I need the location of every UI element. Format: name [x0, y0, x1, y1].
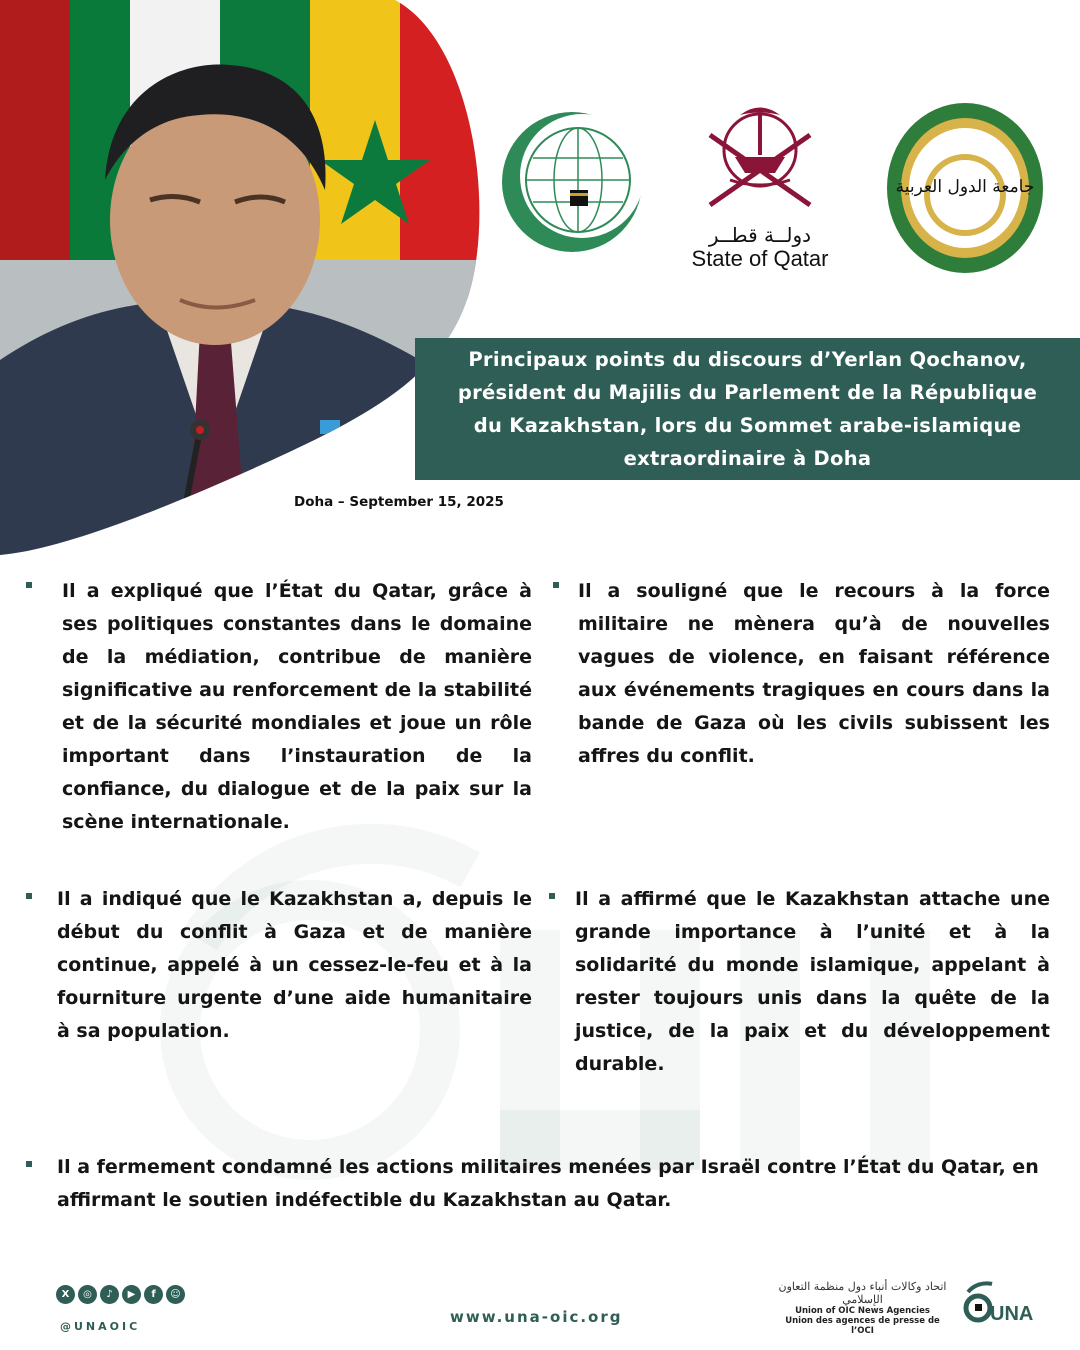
qatar-arabic-name: دولــة قطــر [708, 223, 812, 247]
partner-logos [495, 95, 1055, 275]
social-links [56, 1285, 185, 1304]
bullet-icon [26, 1161, 32, 1167]
qatar-emblem-logo [680, 95, 840, 275]
una-logo-text: UNA [990, 1303, 1034, 1325]
point-1: Il a expliqué que l’État du Qatar, grâce à ses politiques constantes dans le domaine de la médiation, contribue de manière significative au renforcement de la stabilité et de la sécurité mondiales et joue un rôle important dans l’instauration de la confiance, du dialogue et de la paix sur la scène internationale. [62, 580, 532, 833]
social-handle[interactable]: @UNAOIC [60, 1320, 141, 1333]
bullet-icon [26, 582, 32, 588]
snapchat-icon[interactable]: ☺ [166, 1285, 185, 1304]
dateline: Doha – September 15, 2025 [294, 494, 504, 510]
union-oic-news-agencies [775, 1280, 950, 1336]
arab-league-arabic: جامعة الدول العربية [895, 177, 1035, 197]
point-3: Il a indiqué que le Kazakhstan a, depuis le début du conflit à Gaza et de manière continue, appelé à un cessez-le-feu et à la fourniture urgente d’une aide humanitaire à sa population. [57, 888, 532, 1042]
bullet-icon [549, 893, 555, 899]
union-arabic-name: اتحاد وكالات أنباء دول منظمة التعاون الإسلامي [778, 1280, 947, 1306]
union-english-name: Union of OIC News Agencies [795, 1306, 930, 1316]
facebook-icon[interactable]: f [144, 1285, 163, 1304]
union-french-name: Union des agences de presse de l’OCI [785, 1316, 940, 1336]
point-5: Il a fermement condamné les actions militaires menées par Israël contre l’État du Qatar, en affirmant le soutien indéfectible du Kazakhstan au Qatar. [57, 1156, 1039, 1211]
una-logo-icon [962, 1278, 1042, 1326]
point-2: Il a souligné que le recours à la force militaire ne mènera qu’à de nouvelles vagues de violence, en faisant référence aux événements tragiques en cours dans la bande de Gaza où les civils subissent les affres du conflit. [578, 580, 1050, 767]
bullet-icon [553, 582, 559, 588]
oic-crescent-globe-logo [500, 110, 645, 255]
instagram-icon[interactable]: ◎ [78, 1285, 97, 1304]
arab-league-emblem-logo [885, 100, 1045, 275]
speaker-photo [0, 0, 480, 560]
point-4: Il a affirmé que le Kazakhstan attache une grande importance à l’unité et à la solidarité du monde islamique, appelant à rester toujours unis dans la quête de la justice, de la paix et du développement durable. [575, 888, 1050, 1075]
x-icon[interactable]: X [56, 1285, 75, 1304]
website-link[interactable]: www.una-oic.org [450, 1308, 623, 1326]
qatar-label: State of Qatar [691, 246, 829, 271]
bullet-icon [26, 893, 32, 899]
youtube-icon[interactable]: ▶ [122, 1285, 141, 1304]
qatar-emblem-icon [680, 95, 840, 220]
tiktok-icon[interactable]: ♪ [100, 1285, 119, 1304]
page-title: Principaux points du discours d’Yerlan Qochanov, président du Majilis du Parlement de la République du Kazakhstan, lors du Sommet arabe-islamique extraordinaire à Doha [457, 348, 1038, 470]
title-banner [415, 338, 1080, 480]
